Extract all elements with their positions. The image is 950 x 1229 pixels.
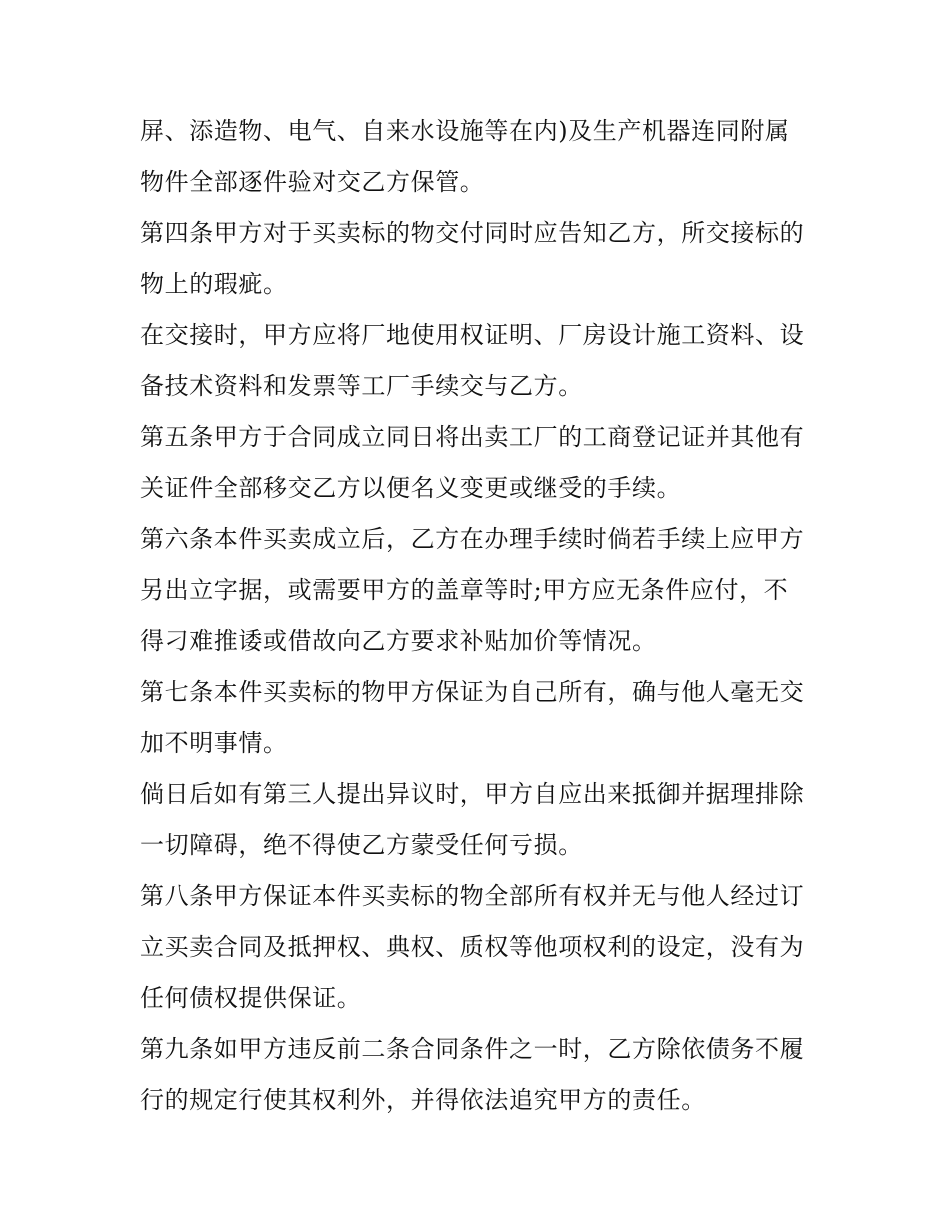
text-line: 一切障碍，绝不得使乙方蒙受任何亏损。 (140, 831, 583, 859)
text-line: 屏、添造物、电气、自来水设施等在内)及生产机器连同附属 (140, 117, 790, 145)
text-line: 另出立字据，或需要甲方的盖章等时;甲方应无条件应付，不 (140, 576, 789, 604)
text-line: 第五条甲方于合同成立同日将出卖工厂的工商登记证并其他有 (140, 423, 805, 451)
text-line: 物上的瑕疵。 (140, 270, 288, 298)
text-line: 第六条本件买卖成立后，乙方在办理手续时倘若手续上应甲方 (140, 525, 805, 553)
text-line: 物件全部逐件验对交乙方保管。 (140, 168, 485, 196)
document-body (140, 106, 840, 1126)
text-line: 行的规定行使其权利外，并得依法追究甲方的责任。 (140, 1086, 706, 1114)
text-line: 第九条如甲方违反前二条合同条件之一时，乙方除依债务不履 (140, 1035, 805, 1063)
text-line: 备技术资料和发票等工厂手续交与乙方。 (140, 372, 583, 400)
text-line: 加不明事情。 (140, 729, 288, 757)
text-line: 任何债权提供保证。 (140, 984, 362, 1012)
text-line: 第七条本件买卖标的物甲方保证为自己所有，确与他人毫无交 (140, 678, 805, 706)
text-line: 立买卖合同及抵押权、典权、质权等他项权利的设定，没有为 (140, 933, 805, 961)
text-line: 倘日后如有第三人提出异议时，甲方自应出来抵御并据理排除 (140, 780, 805, 808)
text-line: 关证件全部移交乙方以便名义变更或继受的手续。 (140, 474, 682, 502)
text-line: 得刁难推诿或借故向乙方要求补贴加价等情况。 (140, 627, 657, 655)
text-line: 第八条甲方保证本件买卖标的物全部所有权并无与他人经过订 (140, 882, 805, 910)
text-line: 第四条甲方对于买卖标的物交付同时应告知乙方，所交接标的 (140, 219, 805, 247)
text-line: 在交接时，甲方应将厂地使用权证明、厂房设计施工资料、设 (140, 321, 805, 349)
